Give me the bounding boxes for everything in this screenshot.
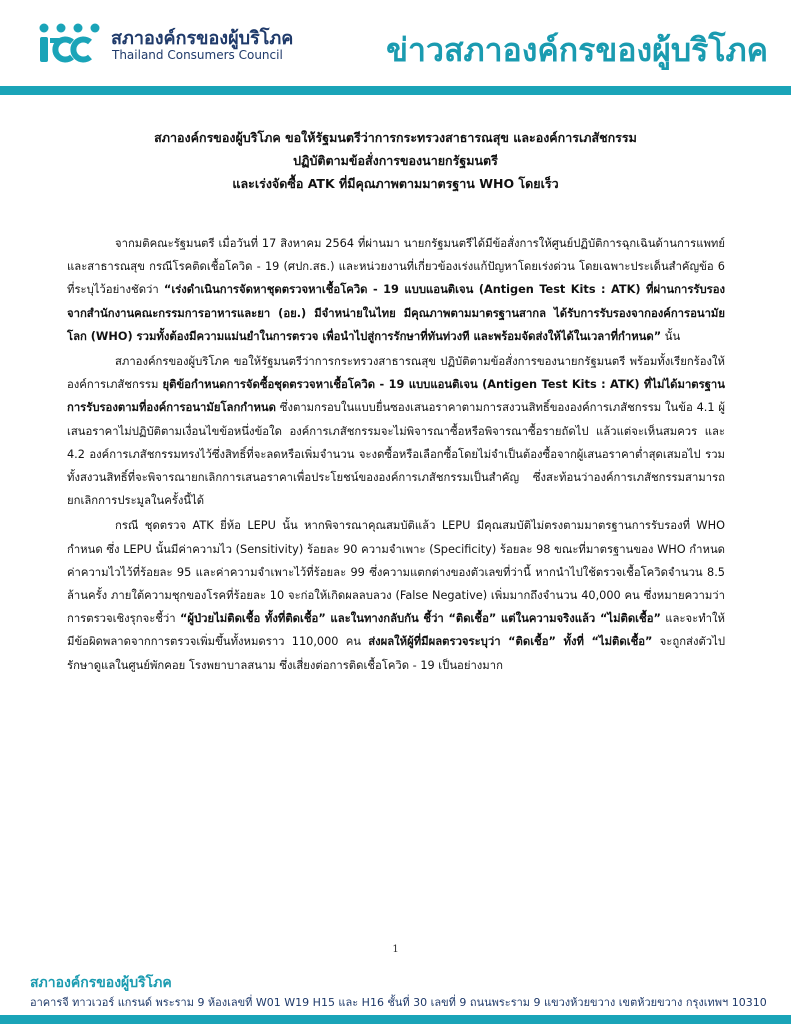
title-line: ปฏิบัติตามข้อสั่งการของนายกรัฐมนตรี <box>293 153 498 168</box>
press-release-title <box>60 126 731 195</box>
title-line: และเร่งจัดซื้อ ATK ที่มีคุณภาพตามมาตรฐาน WHO โดยเร็ว <box>232 176 559 191</box>
page-number: 1 <box>392 944 399 955</box>
footer-address: อาคารจี ทาวเวอร์ แกรนด์ พระราม 9 ห้องเลขที่ W01 W19 H15 และ H16 ชั้นที่ 30 เลขที่ 9 ถนนพระราม 9 แขวงห้วยขวาง เขตห้วยขวาง กรุงเทพฯ 10310 <box>30 996 767 1009</box>
footer-divider <box>0 1015 791 1024</box>
footer-org-name: สภาองค์กรของผู้บริโภค <box>30 975 172 991</box>
emphasis-text: “ผู้ป่วยไม่ติดเชื้อ ทั้งที่ติดเชื้อ” และในทางกลับกัน ชี้ว่า “ติดเชื้อ” แต่ในความจริงแล้ว “ไม่ติดเชื้อ” <box>179 612 661 626</box>
paragraph-text: ซึ่งตามกรอบในแบบยื่นซองเสนอราคาตามการสงวนสิทธิ์ขององค์การเภสัชกรรม ในข้อ 4.1 ผู้เสนอราคาไม่ปฏิบัติตามเงื่อนไขข้อหนึ่งข้อใด องค์การเภสัชกรรมจะไม่พิจารณาซื้อหรือพิจารณาซื้อรายถัดไป แล้วแต่จะเห็นสมควร และ 4.2 องค์การเภสัชกรรมทรงไว้ซึ่งสิทธิ์ที่จะลดหรือเพิ่มจำนวน จะงดซื้อหรือเลือกซื้อโดยไม่จำเป็นต้องซื้อจากผู้เสนอราคาต่ำสุดเสมอไป รวมทั้งสงวนสิทธิ์ที่จะพิจารณายกเลิกการเสนอราคาเพื่อประโยชน์ขององค์การเภสัชกรรมเป็นสำคัญ ซึ่งสะท้อนว่าองค์การเภสัชกรรมสามารถยกเลิกการประมูลในครั้งนี้ได้ <box>67 401 725 508</box>
paragraph <box>67 350 725 512</box>
paragraph-text: และจะทำให้มีข้อผิดพลาดจากการตรวจเพิ่มขึ้นทั้งหมดราว 110,000 คน <box>67 612 725 649</box>
paragraph-text: สภาองค์กรของผู้บริโภค ขอให้รัฐมนตรีว่าการกระทรวงสาธารณสุข ปฏิบัติตามข้อสั่งการของนายกรัฐมนตรี พร้อมทั้งเรียกร้องให้องค์การเภสัชกรรม <box>67 355 725 392</box>
page-header <box>0 0 791 86</box>
emphasis-text: ส่งผลให้ผู้ที่มีผลตรวจระบุว่า “ติดเชื้อ” ทั้งที่ “ไม่ติดเชื้อ” <box>368 635 653 649</box>
paragraph <box>67 514 725 676</box>
header-divider <box>0 86 791 95</box>
tcc-logo <box>38 20 358 70</box>
paragraph-text: จากมติคณะรัฐมนตรี เมื่อวันที่ 17 สิงหาคม 2564 ที่ผ่านมา นายกรัฐมนตรีได้มีข้อสั่งการให้ศูนย์ปฏิบัติการฉุกเฉินด้านการแพทย์และสาธารณสุข กรณีโรคติดเชื้อโควิด - 19 (ศปก.สธ.) และหน่วยงานที่เกี่ยวข้องเร่งแก้ปัญหาโดยเร่งด่วน โดยเฉพาะประเด็นสำคัญข้อ 6 ที่ระบุไว้อย่างชัดว่า <box>67 237 725 297</box>
paragraph-text: กรณี ชุดตรวจ ATK ยี่ห้อ LEPU นั้น หากพิจารณาคุณสมบัติแล้ว LEPU มีคุณสมบัติไม่ตรงตามมาตรฐานการรับรองที่ WHO กำหนด ซึ่ง LEPU นั้นมีค่าความไว (Sensitivity) ร้อยละ 90 ความจำเพาะ (Specificity) ร้อยละ 98 ขณะที่มาตรฐานของ WHO กำหนดค่าความไวไว้ที่ร้อยละ 95 และค่าความจำเพาะไว้ที่ร้อยละ 99 ซึ่งความแตกต่างของตัวเลขที่ว่านี้ หากนำไปใช้ตรวจเชื้อโควิดจำนวน 8.5 ล้านครั้ง ภายใต้ความชุกของโรคที่ร้อยละ 10 จะก่อให้เกิดผลลบลวง (False Negative) เพิ่มมากถึงจำนวน 40,000 คน ซึ่งหมายความว่า การตรวจเชิงรุกจะชี้ว่า <box>67 519 725 626</box>
tcc-logo-icon <box>38 22 106 66</box>
title-line: สภาองค์กรของผู้บริโภค ขอให้รัฐมนตรีว่าการกระทรวงสาธารณสุข และองค์การเภสัชกรรม <box>154 130 637 145</box>
logo-name-english: Thailand Consumers Council <box>112 48 283 62</box>
paragraph <box>67 232 725 348</box>
emphasis-text: ยุติข้อกำหนดการจัดซื้อชุดตรวจหาเชื้อโควิด - 19 แบบแอนติเจน (Antigen Test Kits : ATK) ที่ไม่ได้มาตรฐานการรับรองตามที่องค์การอนามัยโลกกำหนด <box>67 378 725 415</box>
paragraph-text: จะถูกส่งตัวไปรักษาดูแลในศูนย์พักคอย โรงพยาบาลสนาม ซึ่งเสี่ยงต่อการติดเชื้อโควิด - 19 เป็นอย่างมาก <box>67 635 725 672</box>
paragraph-text: นั้น <box>661 329 681 343</box>
news-header-title: ข่าวสภาองค์กรของผู้บริโภค <box>386 31 768 69</box>
article-body <box>67 232 725 679</box>
quote-text: “เร่งดำเนินการจัดหาชุดตรวจหาเชื้อโควิด - 19 แบบแอนติเจน (Antigen Test Kits : ATK) ที่ผ่านการรับรองจากสำนักงานคณะกรรมการอาหารและยา (อย.) มีจำหน่ายในไทย มีคุณภาพตามมาตรฐานสากล ได้รับการรับรองจากองค์การอนามัยโลก (WHO) รวมทั้งต้องมีความแม่นยำในการตรวจ เพื่อนำไปสู่การรักษาที่ทันท่วงที และพร้อมจัดส่งให้ได้ในเวลาที่กำหนด” <box>67 283 726 343</box>
logo-name-thai: สภาองค์กรของผู้บริโภค <box>111 28 294 49</box>
